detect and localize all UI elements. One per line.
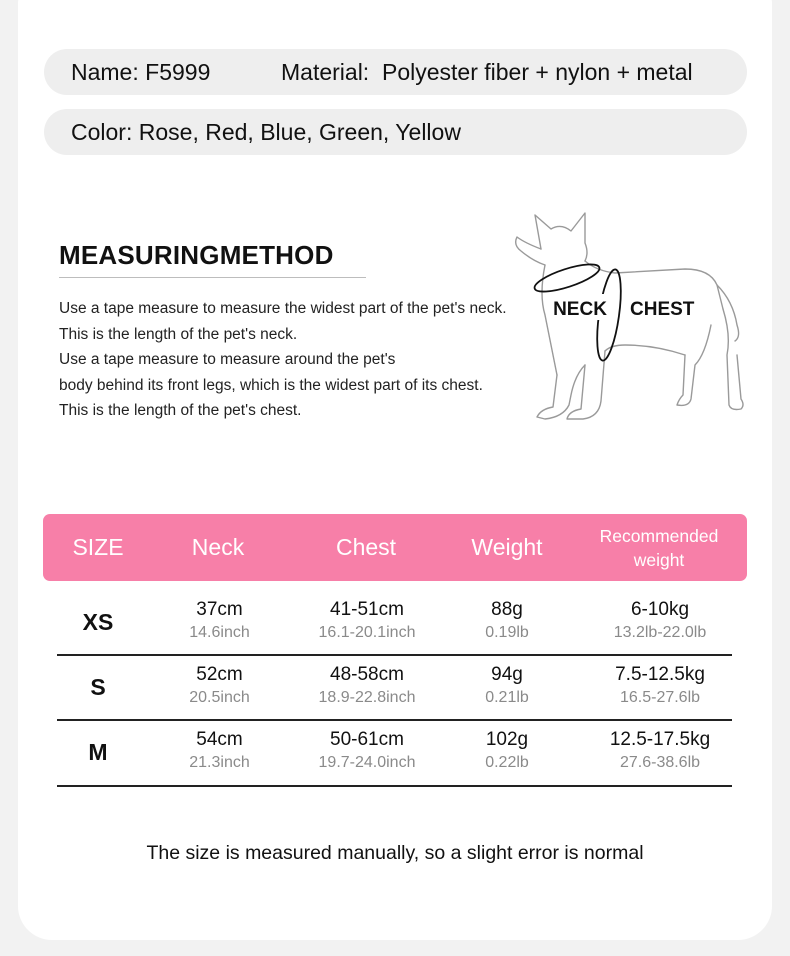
product-info-pill (44, 49, 747, 95)
header-weight: Weight (471, 534, 543, 560)
instruction-line: This is the length of the pet's chest. (59, 402, 302, 420)
chest-cell: 41-51cm 16.1-20.1inch (318, 599, 416, 641)
measurement-note: The size is measured manually, so a slight error is normal (146, 842, 644, 864)
chest-cell: 48-58cm 18.9-22.8inch (318, 664, 416, 706)
product-color-pill (44, 109, 747, 155)
recommended-weight-cell: 12.5-17.5kg 27.6-38.6lb (609, 729, 711, 771)
instruction-line: Use a tape measure to measure the widest part of the pet's neck. (59, 300, 507, 317)
neck-cell: 52cm 20.5inch (189, 664, 250, 706)
measuring-instructions (59, 296, 539, 424)
recommended-weight-cell: 7.5-12.5kg 16.5-27.6lb (615, 664, 705, 706)
header-chest: Chest (335, 534, 397, 560)
neck-cell: 54cm 21.3inch (189, 729, 250, 771)
heading-divider (59, 277, 366, 278)
recommended-weight-cell: 6-10kg 13.2lb-22.0lb (613, 599, 707, 641)
weight-cell: 88g 0.19lb (485, 599, 529, 641)
table-row (57, 720, 732, 784)
table-row (57, 655, 732, 719)
size-cell: XS (82, 608, 114, 635)
header-recommended-weight: Recommended weight (599, 525, 719, 570)
measuring-method-heading: MEASURINGMETHOD (59, 240, 334, 270)
row-divider (57, 785, 732, 787)
neck-label: NECK (553, 299, 607, 320)
header-neck: Neck (191, 534, 245, 560)
table-row (57, 590, 732, 654)
neck-cell: 37cm 14.6inch (189, 599, 250, 641)
weight-cell: 102g 0.22lb (485, 729, 529, 771)
size-cell: M (88, 738, 108, 765)
header-size: SIZE (72, 534, 124, 560)
size-cell: S (90, 673, 106, 700)
product-name: Name: F5999 (71, 59, 211, 85)
chest-label: CHEST (630, 299, 695, 320)
chest-cell: 50-61cm 19.7-24.0inch (318, 729, 416, 771)
instruction-line: body behind its front legs, which is the widest part of its chest. (59, 376, 483, 394)
product-material: Material: Polyester fiber + nylon + metal (281, 59, 693, 85)
product-colors: Color: Rose, Red, Blue, Green, Yellow (71, 119, 461, 145)
size-table-header (43, 514, 747, 581)
instruction-line: This is the length of the pet's neck. (59, 325, 298, 343)
instruction-line: Use a tape measure to measure around the pet's (59, 351, 396, 369)
weight-cell: 94g 0.21lb (485, 664, 529, 706)
dog-measurement-diagram (505, 205, 755, 435)
